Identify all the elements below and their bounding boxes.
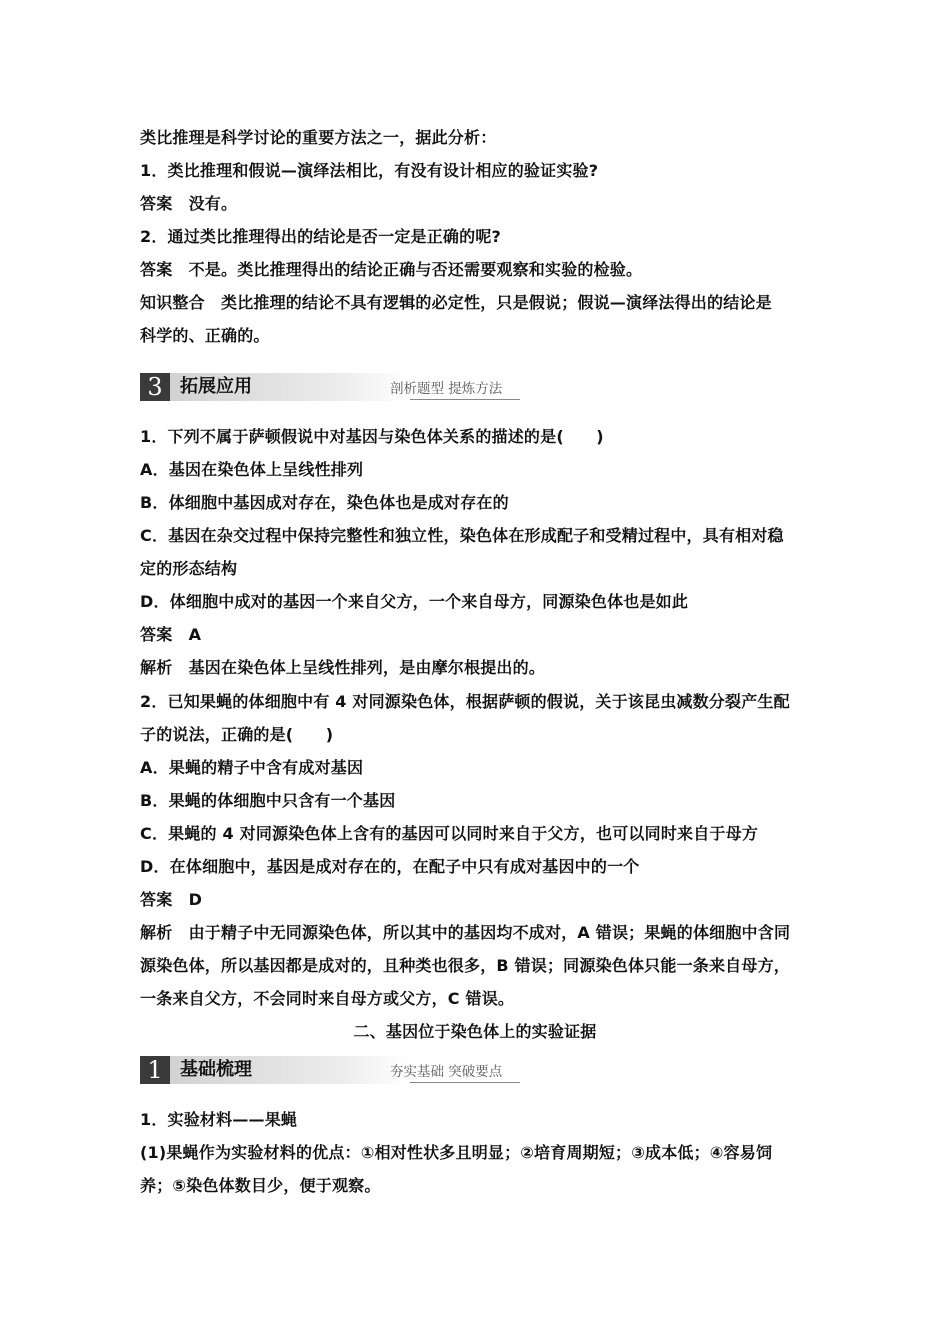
option-line: B．果蝇的体细胞中只含有一个基因 — [140, 791, 396, 810]
section-heading: 二、基因位于染色体上的实验证据 — [353, 1022, 597, 1041]
option-line: A．基因在染色体上呈线性排列 — [140, 460, 364, 479]
banner-subtitle: 剖析题型 提炼方法 — [390, 381, 503, 397]
option-line: B．体细胞中基因成对存在，染色体也是成对存在的 — [140, 493, 509, 512]
text-line: (1)果蝇作为实验材料的优点：①相对性状多且明显；②培育周期短；③成本低；④容易饲 — [140, 1143, 773, 1162]
question-line: 2．已知果蝇的体细胞中有 4 对同源染色体，根据萨顿的假说，关于该昆虫减数分裂产生配 — [140, 692, 790, 711]
banner-title: 拓展应用 — [180, 376, 252, 397]
answer-line: 答案 不是。类比推理得出的结论正确与否还需要观察和实验的检验。 — [140, 260, 643, 279]
analysis-line: 源染色体，所以基因都是成对的，且种类也很多，B 错误；同源染色体只能一条来自母方， — [140, 956, 790, 975]
answer-line: 答案 A — [140, 625, 202, 644]
text-line: 类比推理是科学讨论的重要方法之一，据此分析： — [140, 128, 497, 147]
answer-line: 答案 D — [140, 890, 203, 909]
answer-line: 答案 没有。 — [140, 194, 238, 213]
option-line: 定的形态结构 — [140, 559, 238, 578]
question-line: 1．下列不属于萨顿假说中对基因与染色体关系的描述的是( ) — [140, 427, 604, 446]
banner-divider — [410, 1082, 520, 1083]
question-line: 1．类比推理和假说—演绎法相比，有没有设计相应的验证实验? — [140, 161, 599, 180]
section-banner-extension — [140, 373, 520, 401]
analysis-line: 解析 基因在染色体上呈线性排列，是由摩尔根提出的。 — [140, 658, 546, 677]
section-banner-basics — [140, 1056, 520, 1084]
option-line: D．在体细胞中，基因是成对存在的，在配子中只有成对基因中的一个 — [140, 857, 640, 876]
question-line: 2．通过类比推理得出的结论是否一定是正确的呢? — [140, 227, 502, 246]
banner-title: 基础梳理 — [180, 1059, 252, 1080]
banner-subtitle: 夯实基础 突破要点 — [390, 1064, 503, 1080]
knowledge-summary-line: 科学的、正确的。 — [140, 326, 270, 345]
text-line: 养；⑤染色体数目少，便于观察。 — [140, 1176, 381, 1195]
banner-title-bar — [170, 1056, 410, 1084]
option-line: D．体细胞中成对的基因一个来自父方，一个来自母方，同源染色体也是如此 — [140, 592, 689, 611]
question-line: 子的说法，正确的是( ) — [140, 725, 334, 744]
banner-number: 3 — [140, 373, 170, 401]
subheading-line: 1．实验材料——果蝇 — [140, 1110, 298, 1129]
option-line: C．果蝇的 4 对同源染色体上含有的基因可以同时来自于父方，也可以同时来自于母方 — [140, 824, 759, 843]
analysis-line: 一条来自父方，不会同时来自母方或父方，C 错误。 — [140, 989, 515, 1008]
option-line: C．基因在杂交过程中保持完整性和独立性，染色体在形成配子和受精过程中，具有相对稳 — [140, 526, 784, 545]
analysis-line: 解析 由于精子中无同源染色体，所以其中的基因均不成对，A 错误；果蝇的体细胞中含同 — [140, 923, 791, 942]
banner-number: 1 — [140, 1056, 170, 1084]
banner-title-bar — [170, 373, 410, 401]
banner-divider — [410, 399, 520, 400]
option-line: A．果蝇的精子中含有成对基因 — [140, 758, 364, 777]
knowledge-summary-line: 知识整合 类比推理的结论不具有逻辑的必定性，只是假说；假说—演绎法得出的结论是 — [140, 293, 772, 312]
